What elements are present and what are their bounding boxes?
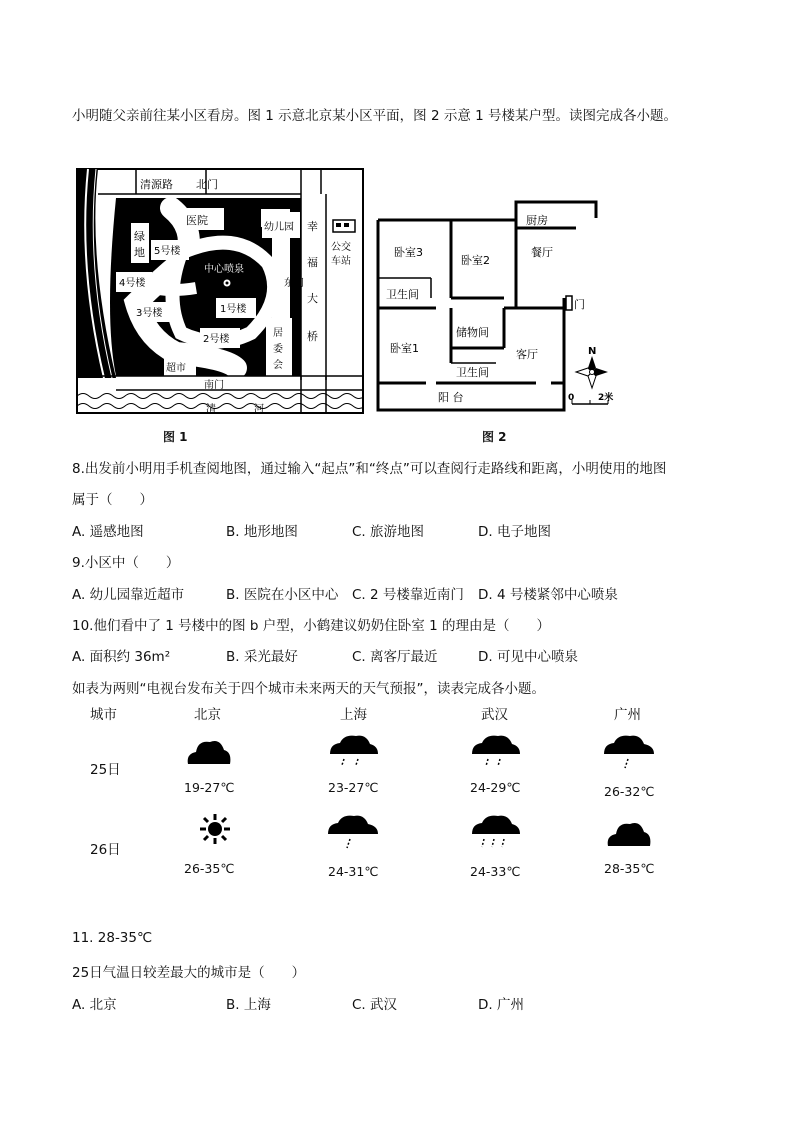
temp-26-beijing: 26-35℃ (184, 861, 235, 876)
fig2-scale-2m: 2米 (598, 393, 614, 403)
light-rain-icon (328, 732, 380, 772)
fig1-label-he: 河 (254, 404, 264, 414)
shower-icon (602, 732, 656, 774)
weather-day-26: 26日 (90, 842, 121, 858)
q8-option-a[interactable]: A. 遥感地图 (72, 524, 144, 540)
sunny-icon (198, 812, 232, 846)
fig1-label-building1: 1号楼 (220, 304, 247, 315)
fig1-label-north-gate: 北门 (196, 178, 218, 191)
fig2-label-living: 客厅 (516, 348, 538, 361)
temp-25-shanghai: 23-27℃ (328, 780, 379, 795)
figure-2-caption: 图 2 (482, 430, 507, 444)
q9-option-d[interactable]: D. 4 号楼紧邻中心喷泉 (478, 587, 618, 603)
weather-intro: 如表为两则“电视台发布关于四个城市未来两天的天气预报”，读表完成各小题。 (72, 681, 545, 697)
fig2-label-door: 门 (574, 298, 585, 311)
q10-option-b[interactable]: B. 采光最好 (226, 649, 298, 665)
q8-stem-line2: 属于（ ） (72, 492, 153, 508)
fig1-label-building2: 2号楼 (203, 334, 230, 345)
temp-25-guangzhou: 26-32℃ (604, 784, 655, 799)
fig1-label-building3: 3号楼 (136, 308, 163, 319)
fig2-label-bedroom2: 卧室2 (461, 254, 490, 267)
figure-1-map (76, 168, 364, 414)
fig1-label-da: 大 (307, 292, 318, 305)
q9-option-c[interactable]: C. 2 号楼靠近南门 (352, 587, 464, 603)
cloudy-icon (184, 736, 234, 768)
q8-option-c[interactable]: C. 旅游地图 (352, 524, 425, 540)
q10-option-a[interactable]: A. 面积约 36m² (72, 649, 171, 665)
weather-city-beijing: 北京 (194, 707, 221, 723)
figure-2-floorplan (376, 198, 620, 414)
fig2-label-kitchen: 厨房 (526, 214, 548, 227)
fig1-label-qing: 清 (206, 404, 216, 414)
fig2-label-north: N (588, 346, 597, 357)
fig1-label-xing: 幸 (307, 220, 318, 233)
q11-stem: 25日气温日较差最大的城市是（ ） (72, 965, 306, 981)
fig1-label-building4: 4号楼 (119, 278, 146, 289)
fig1-label-market: 超市 (166, 363, 186, 374)
heavy-rain-icon (470, 812, 522, 854)
q11-option-a[interactable]: A. 北京 (72, 997, 117, 1013)
fig2-scale-0: 0 (568, 393, 575, 403)
fig1-label-south-gate: 南门 (204, 380, 224, 391)
fig2-label-bedroom3: 卧室3 (394, 246, 423, 259)
fig1-label-east-gate: 东门 (284, 278, 304, 289)
fig1-label-hospital: 医院 (186, 214, 208, 227)
temp-26-wuhan: 24-33℃ (470, 864, 521, 879)
fig1-label-fountain: 中心喷泉 (204, 264, 244, 275)
fig1-label-bus2: 车站 (331, 256, 351, 267)
fig1-label-road-north: 清源路 (140, 178, 173, 191)
north-arrow-icon (576, 356, 608, 388)
fig2-label-dining: 餐厅 (531, 246, 553, 259)
fig1-label-building5: 5号楼 (154, 246, 181, 257)
intro-text: 小明随父亲前往某小区看房。图 1 示意北京某小区平面，图 2 示意 1 号楼某户型。读图完成各小题。 (72, 108, 678, 124)
q10-option-d[interactable]: D. 可见中心喷泉 (478, 649, 578, 665)
q9-option-a[interactable]: A. 幼儿园靠近超市 (72, 587, 185, 603)
q11-option-b[interactable]: B. 上海 (226, 997, 271, 1013)
fig1-label-hui: 会 (273, 360, 283, 371)
weather-city-wuhan: 武汉 (481, 707, 508, 723)
q10-option-c[interactable]: C. 离客厅最近 (352, 649, 438, 665)
fig1-label-ju: 居 (273, 328, 283, 339)
temp-25-beijing: 19-27℃ (184, 780, 235, 795)
fig2-label-bathroom2: 卫生间 (456, 366, 489, 379)
q11-stem-top: 11. 28-35℃ (72, 930, 153, 946)
q11-option-d[interactable]: D. 广州 (478, 997, 524, 1013)
moderate-rain-icon (470, 732, 522, 772)
fig1-label-kindergarten: 幼儿园 (264, 222, 294, 233)
weather-city-header: 城市 (90, 707, 117, 723)
q9-option-b[interactable]: B. 医院在小区中心 (226, 587, 339, 603)
q8-stem-line1: 8.出发前小明用手机查阅地图，通过输入“起点”和“终点”可以查阅行走路线和距离，小明使用的地图 (72, 461, 667, 477)
fig1-label-green1: 绿 (134, 230, 145, 243)
q11-option-c[interactable]: C. 武汉 (352, 997, 398, 1013)
figure-1-caption: 图 1 (163, 430, 188, 444)
weather-city-guangzhou: 广州 (614, 707, 641, 723)
fig2-label-storage: 储物间 (456, 326, 489, 339)
temp-26-guangzhou: 28-35℃ (604, 861, 655, 876)
fig2-label-balcony: 阳 台 (438, 391, 464, 404)
weather-city-shanghai: 上海 (340, 707, 367, 723)
q9-stem: 9.小区中（ ） (72, 555, 180, 571)
temp-25-wuhan: 24-29℃ (470, 780, 521, 795)
fig1-label-bus1: 公交 (331, 242, 351, 253)
fig2-label-bedroom1: 卧室1 (390, 342, 419, 355)
fig2-label-bathroom1: 卫生间 (386, 288, 419, 301)
weather-day-25: 25日 (90, 762, 121, 778)
temp-26-shanghai: 24-31℃ (328, 864, 379, 879)
fig1-label-green2: 地 (134, 246, 145, 259)
fig1-label-fu: 福 (307, 256, 318, 269)
cloudy-icon (604, 818, 654, 850)
q8-option-b[interactable]: B. 地形地图 (226, 524, 298, 540)
q8-option-d[interactable]: D. 电子地图 (478, 524, 551, 540)
q10-stem: 10.他们看中了 1 号楼中的图 b 户型，小鹤建议奶奶住卧室 1 的理由是（ ） (72, 618, 550, 634)
fig1-label-qiao: 桥 (307, 330, 318, 343)
shower-icon (326, 812, 380, 854)
fig1-label-wei: 委 (273, 344, 283, 355)
